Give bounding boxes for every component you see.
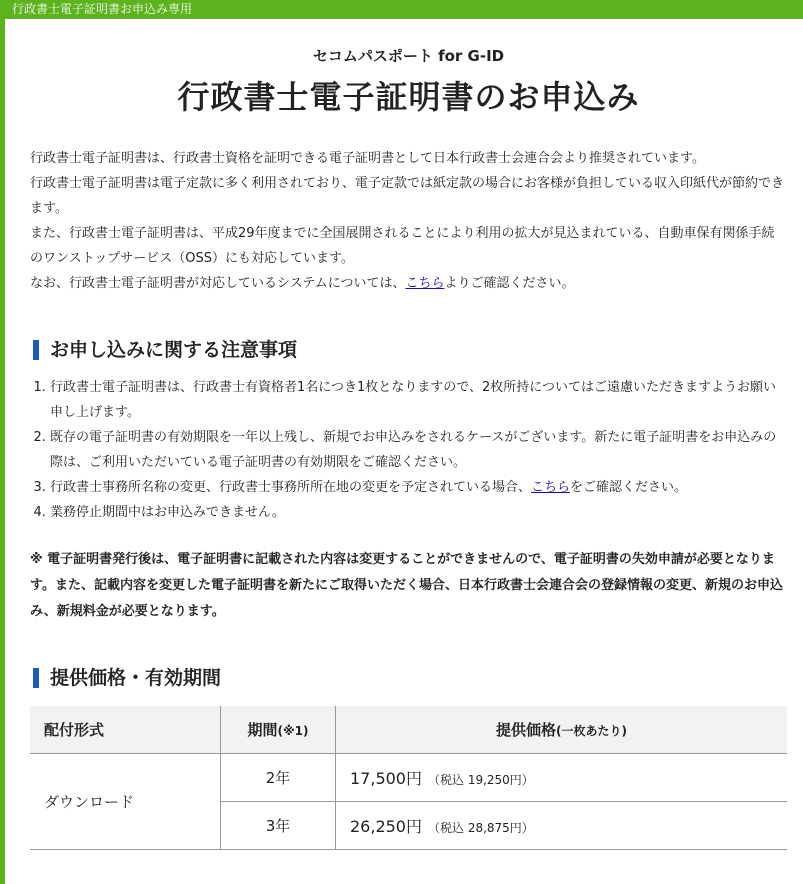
main-content <box>30 19 787 850</box>
notes-list <box>30 375 787 525</box>
price-cell <box>336 754 788 802</box>
method-cell: ダウンロード <box>30 754 221 850</box>
price-value: 17,500円 <box>350 769 422 788</box>
intro-p4-before: なお、行政書士電子証明書が対応しているシステムについては、 <box>30 276 406 291</box>
price-tax: （税込 28,875円） <box>428 821 534 835</box>
page-title: 行政書士電子証明書のお申込み <box>177 78 640 116</box>
heading-bar <box>33 340 39 360</box>
warning-note: ※ 電子証明書発行後は、電子証明書に記載された内容は変更することができませんので、電子証明書の失効申請が必要となります。また、記載内容を変更した電子証明書を新たにご取得いただく場合、日本行政書士会連合会の登録情報の変更、新規のお申込み、新規料金が必要となります。 <box>30 552 783 619</box>
intro-p4-after: よりご確認ください。 <box>444 276 575 291</box>
price-tax: （税込 19,250円） <box>428 773 534 787</box>
top-banner: 行政書士電子証明書お申込み専用 <box>0 0 803 19</box>
col-period-label: 期間 <box>247 721 278 739</box>
note-item-2: 2. 既存の電子証明書の有効期限を一年以上残し、新規でお申込みをされるケースがございます。新たに電子証明書をお申込みの際は、ご利用いただいている電子証明書の有効期限をご確認ください。 <box>50 425 787 475</box>
pricing-table <box>30 706 787 850</box>
price-value: 26,250円 <box>350 817 422 836</box>
price-cell <box>336 802 788 850</box>
notes-heading <box>30 337 787 363</box>
pricing-header-row <box>30 706 787 754</box>
systems-link[interactable]: こちら <box>405 276 445 291</box>
col-period-note: (※1) <box>277 724 309 738</box>
intro-paragraph-2: 行政書士電子証明書は電子定款に多く利用されており、電子定款では紙定款の場合にお客様が負担している収入印紙代が節約できます。 <box>30 176 785 216</box>
note-item-3-before: 行政書士事務所名称の変更、行政書士事務所所在地の変更を予定されている場合、 <box>50 480 532 495</box>
page-subtitle: セコムパスポート for G-ID <box>312 47 505 65</box>
change-procedure-link[interactable]: こちら <box>531 480 571 495</box>
col-price-label: 提供価格 <box>496 721 557 739</box>
intro-paragraph-3: また、行政書士電子証明書は、平成29年度までに全国展開されることにより利用の拡大が見込まれている、自動車保有関係手続のワンストップサービス（OSS）にも対応しています。 <box>30 226 775 266</box>
pricing-heading-text: 提供価格・有効期間 <box>50 667 222 689</box>
intro-paragraph-4 <box>30 271 787 296</box>
col-price-note: (一枚あたり) <box>556 724 627 738</box>
col-price-header <box>336 706 788 754</box>
table-row <box>30 754 787 802</box>
note-item-3 <box>50 475 787 500</box>
col-period-header <box>221 706 336 754</box>
heading-bar <box>33 668 39 688</box>
note-item-1: 1. 行政書士電子証明書は、行政書士有資格者1名につき1枚となりますので、2枚所持についてはご遠慮いただきますようお願い申し上げます。 <box>50 375 787 425</box>
note-item-3-after: をご確認ください。 <box>570 480 688 495</box>
col-method-header: 配付形式 <box>30 706 221 754</box>
intro-paragraph-1: 行政書士電子証明書は、行政書士資格を証明できる電子証明書として日本行政書士会連合会より推奨されています。 <box>30 151 705 166</box>
intro-text <box>30 146 787 296</box>
pricing-heading <box>30 665 787 691</box>
period-cell: 2年 <box>221 754 336 802</box>
note-item-4: 4. 業務停止期間中はお申込みできません。 <box>50 500 787 525</box>
period-cell: 3年 <box>221 802 336 850</box>
notes-heading-text: お申し込みに関する注意事項 <box>50 339 298 361</box>
